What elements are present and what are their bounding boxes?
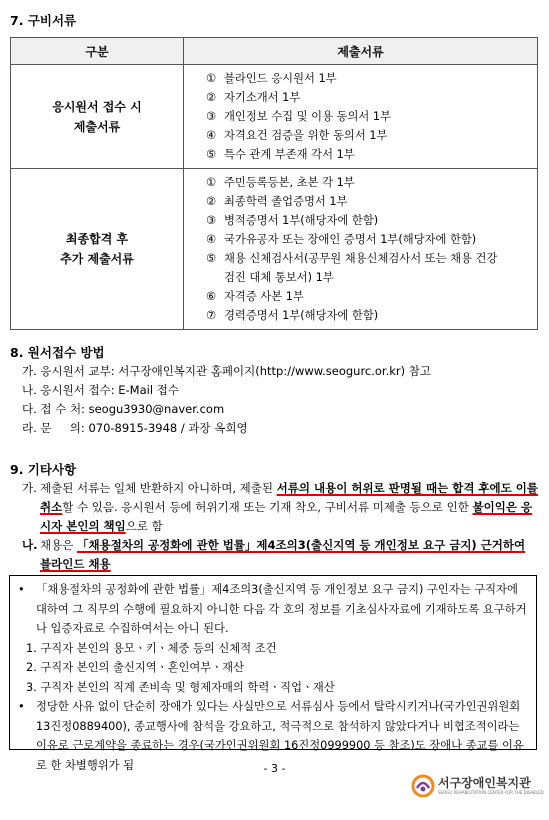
- list-item: ① 블라인드 응시원서 1부: [206, 72, 337, 85]
- notice-text: 채용은 「채용절차의 공정화에 관한 법률」제4조의3(출신지역 등 개인정보 요구 금지) 근거하여 블라인드 채용: [40, 538, 526, 571]
- bullet-icon: •: [18, 583, 25, 596]
- section-9-title: 9. 기타사항: [10, 462, 77, 477]
- logo-text: 서구장애인복지관: [438, 775, 531, 790]
- list-item: ⑥ 자격증 사본 1부: [206, 290, 304, 303]
- list-item: ④ 자격요건 검증을 위한 동의서 1부: [206, 129, 388, 142]
- blind-hiring-law-text: 「채용절차의 공정화에 관한 법률」제4조의3(출신지역 등 개인정보 요구 금지) 근거하여 블라인드 채용: [40, 538, 526, 571]
- notice-ga: [22, 479, 538, 536]
- category-line: 제출서류: [73, 119, 121, 134]
- list-item: ⑤ 채용 신체검사서(공무원 채용신체검사서 또는 채용 건강검진 대체 통보서) 1부: [206, 252, 498, 284]
- list-item: ③ 병적증명서 1부(해당자에 한함): [206, 214, 379, 227]
- documents-cell: [184, 65, 538, 169]
- section-7-title: 7. 구비서류: [10, 13, 77, 28]
- required-documents-table: [10, 37, 538, 330]
- section-8-title: 8. 원서접수 방법: [10, 345, 105, 360]
- list-item: ⑤ 특수 관계 부존재 각서 1부: [206, 148, 355, 161]
- logo-subtext: SEOGU REHABILITATION CENTER FOR THE DISABLED: [438, 789, 544, 795]
- list-item: ⑦ 경력증명서 1부(해당자에 한함): [206, 309, 379, 322]
- header-category: 구분: [11, 38, 184, 65]
- list-item: ② 최종학력 졸업증명서 1부: [206, 195, 348, 208]
- legal-subitem: 3. 구직자 본인의 직계 존비속 및 형제자매의 학력ㆍ직업ㆍ재산: [26, 680, 335, 694]
- list-item: ② 자기소개서 1부: [206, 91, 301, 104]
- list-item: ④ 국가유공자 또는 장애인 증명서 1부(해당자에 한함): [206, 233, 477, 246]
- logo-mark-icon: [411, 774, 435, 798]
- table-row: [11, 169, 538, 330]
- documents-cell: [184, 169, 538, 330]
- list-item: ① 주민등록등본, 초본 각 1부: [206, 176, 355, 189]
- legal-bullet: • 정당한 사유 없이 단순히 장애가 있다는 사실만으로 서류심사 등에서 탈락시키거나(국가인권위원회 13진정0889400), 종교행사에 참석을 강요하고, 적극적으로 참석하지 않았다거나 비협조적이라는 이유로 근로계약을 종료하는 경우(국가인권위원회 16진정0999900 등 참조)도 장애나 종교를 이유로 한 차별행위가 됨: [18, 697, 528, 775]
- legal-subitem: 2. 구직자 본인의 출신지역ㆍ혼인여부ㆍ재산: [26, 661, 244, 674]
- legal-bullet: • 「채용절차의 공정화에 관한 법률」제4조의3(출신지역 등 개인정보 요구 금지) 구인자는 구직자에 대하여 그 직무의 수행에 필요하지 아니한 다음 각 호의 정보를 기초심사자료에 기재하도록 요구하거나 입증자료로 수집하여서는 아니 된다.: [18, 580, 528, 639]
- table-row: [11, 65, 538, 169]
- falsified-document-warning: 서류의 내용이 허위로 판명될 때는 합격 후에도 이를 취소: [40, 481, 538, 514]
- notice-na: [22, 536, 538, 574]
- applicant-responsibility-text: 불이익은 응시자 본인의 책임: [40, 500, 533, 533]
- table-header-row: [11, 38, 538, 65]
- header-documents: 제출서류: [184, 38, 538, 65]
- application-email-line: 다. 접 수 처: seogu3930@naver.com: [22, 402, 225, 416]
- list-item: ③ 개인정보 수집 및 이용 동의서 1부: [206, 110, 392, 123]
- category-cell: [11, 169, 184, 330]
- category-line: 추가 제출서류: [60, 252, 134, 266]
- organization-logo: [411, 774, 544, 798]
- category-line: 응시원서 접수 시: [52, 99, 142, 114]
- application-info-line: 나. 응시원서 접수: E-Mail 접수: [22, 383, 179, 397]
- notice-label: 나.: [22, 538, 38, 552]
- bullet-icon: •: [18, 700, 25, 713]
- category-line: 최종합격 후: [65, 232, 129, 246]
- application-info-line: 가. 응시원서 교부: 서구장애인복지관 홈페이지(http://www.seogurc.or.kr) 참고: [22, 364, 432, 378]
- legal-reference-box: [9, 575, 537, 772]
- page-number: - 3 -: [263, 762, 286, 775]
- legal-subitem: 1. 구직자 본인의 용모ㆍ키ㆍ체중 등의 신체적 조건: [26, 641, 277, 655]
- notice-label: 가.: [22, 481, 37, 495]
- notice-text: 제출된 서류는 일체 반환하지 아니하며, 제출된 서류의 내용이 허위로 판명될 때는 합격 후에도 이를 취소할 수 있음. 응시원서 등에 허위기재 또는 기재 착오, 구비서류 미제출 등으로 인한 불이익은 응시자 본인의 책임으로 함: [40, 481, 538, 533]
- category-cell: [11, 65, 184, 169]
- application-contact-line: 라. 문 의: 070-8915-3948 / 과장 옥희영: [22, 421, 248, 435]
